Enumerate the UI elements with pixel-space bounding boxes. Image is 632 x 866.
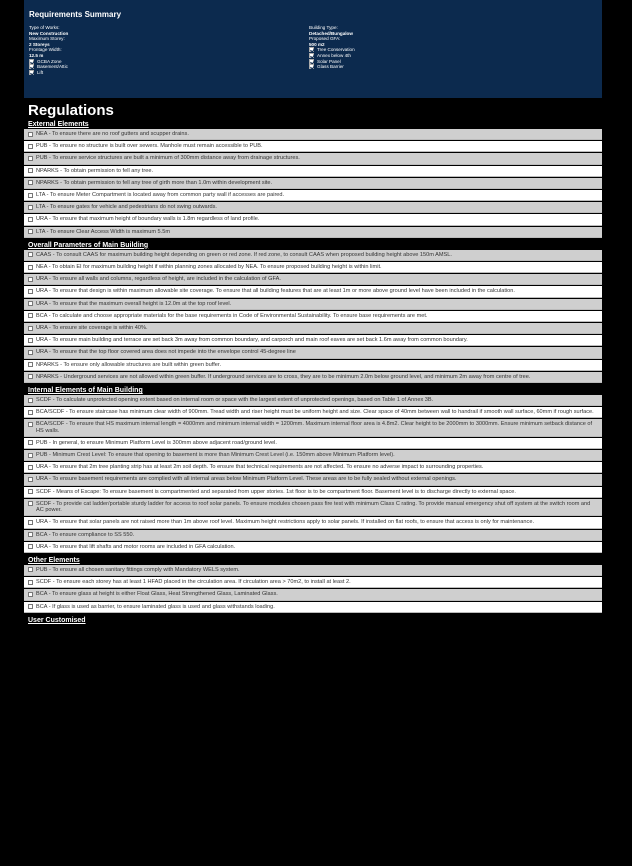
requirement-text: SCDF - To ensure each storey has at least 1 HFAD placed in the circulation area. If circulation area > 70m2, to install at least 2. xyxy=(36,579,351,586)
requirement-text: PUB - To ensure service structures are built a minimum of 300mm distance away from drainage structures. xyxy=(36,155,300,162)
list-item[interactable] xyxy=(24,141,602,152)
checkbox[interactable] xyxy=(28,205,33,210)
checkbox[interactable] xyxy=(28,301,33,306)
checkbox[interactable] xyxy=(28,410,33,415)
summary-left-column xyxy=(29,25,309,75)
checkbox[interactable] xyxy=(28,532,33,537)
checkbox[interactable] xyxy=(28,168,33,173)
checkbox[interactable] xyxy=(28,265,33,270)
requirement-text: BCA - To ensure compliance to SS 550. xyxy=(36,531,135,538)
list-item[interactable] xyxy=(24,299,602,310)
list-item[interactable] xyxy=(24,565,602,576)
requirement-text: URA - To ensure that maximum height of boundary walls is 1.8m regardless of land profile. xyxy=(36,216,260,223)
list-item[interactable] xyxy=(24,250,602,261)
list-item[interactable] xyxy=(24,372,602,383)
requirement-text: SCDF - To calculate unprotected opening extent based on internal room or space with the largest extent of unprotected openings, based on Table 1 of Annex 3B. xyxy=(36,397,434,404)
list-item[interactable] xyxy=(24,499,602,516)
list-item[interactable] xyxy=(24,286,602,297)
requirement-text: NPARKS - To obtain permission to fell any tree. xyxy=(36,167,154,174)
requirement-text: URA - To ensure basement requirements are complied with all internal areas below Minimum Platform Level. These areas are to be fully sealed without external openings. xyxy=(36,476,457,483)
summary-check[interactable]: GCBA Zone xyxy=(29,59,309,65)
summary-field: Maximum Storey: 2 Storeys xyxy=(29,36,65,47)
requirement-text: NPARKS - Underground services are not allowed within green buffer. If underground services are to cross, they are to be minimum 2.0m below ground level, and minimum 2m away from centre of tree. xyxy=(36,373,531,380)
list-item[interactable] xyxy=(24,517,602,528)
section-heading-user: User Customised xyxy=(28,616,86,624)
list-item[interactable] xyxy=(24,577,602,588)
requirement-text: PUB - To ensure no structure is built over sewers. Manhole must remain accessible to PUB. xyxy=(36,143,263,150)
requirement-text: URA - To ensure that the maximum overall height is 12.0m at the top roof level. xyxy=(36,300,232,307)
summary-check[interactable]: Lift xyxy=(29,70,309,76)
checkbox[interactable] xyxy=(28,277,33,282)
checkbox-icon[interactable] xyxy=(29,59,34,64)
checkbox[interactable] xyxy=(28,144,33,149)
summary-check[interactable]: Solar Panel xyxy=(309,59,589,65)
list-item[interactable] xyxy=(24,262,602,273)
requirement-text: URA - To ensure all walls and columns, regardless of height, are included in the calculation of GFA. xyxy=(36,276,281,283)
list-item[interactable] xyxy=(24,602,602,613)
summary-field: Type of Works: New Construction xyxy=(29,25,69,36)
checkbox[interactable] xyxy=(28,362,33,367)
requirement-text: PUB - In general, to ensure Minimum Platform Level is 300mm above adjacent road/ground level. xyxy=(36,439,277,446)
checkbox-icon[interactable] xyxy=(29,64,34,69)
checkbox-icon[interactable] xyxy=(309,53,314,58)
list-item[interactable] xyxy=(24,474,602,485)
summary-check[interactable]: Glass Barrier xyxy=(309,64,589,70)
requirement-text: NEA - To ensure there are no roof gutters and scupper drains. xyxy=(36,131,189,137)
checkbox[interactable] xyxy=(28,520,33,525)
summary-field: Building Type: Detached/Bungalow xyxy=(309,25,353,36)
checkbox[interactable] xyxy=(28,477,33,482)
summary-field: Proposed GFA: 500 m2 xyxy=(309,36,341,47)
checkbox[interactable] xyxy=(28,501,33,506)
internal-elements-list xyxy=(24,395,602,553)
checkbox[interactable] xyxy=(28,193,33,198)
list-item[interactable] xyxy=(24,589,602,600)
requirement-text: SCDF - To provide cat ladder/portable sturdy ladder for access to roof solar panels. To ensure modules chosen pass fire test with minimum Class C rating. To provide manual emergency shut off system at the switch room and AC power. xyxy=(36,500,591,514)
checkbox[interactable] xyxy=(28,326,33,331)
list-item[interactable] xyxy=(24,395,602,406)
checkbox[interactable] xyxy=(28,567,33,572)
checkbox[interactable] xyxy=(28,465,33,470)
checkbox[interactable] xyxy=(28,422,33,427)
list-item[interactable] xyxy=(24,153,602,164)
list-item[interactable] xyxy=(24,323,602,334)
requirement-text: PUB - Minimum Crest Level: To ensure that opening to basement is more than Minimum Crest Level (i.e. 150mm above Minimum Platform level). xyxy=(36,452,395,459)
list-item[interactable] xyxy=(24,190,602,201)
requirement-text: BCA/SCDF - To ensure staircase has minimum clear width of 900mm. Tread width and riser height must be uniform height and size. Clear space of 40mm between wall to handrail if smooth wall surface, 60mm if rough surface. xyxy=(36,409,594,416)
checkbox-icon[interactable] xyxy=(309,59,314,64)
list-item[interactable] xyxy=(24,227,602,238)
requirement-text: NEA - To obtain EI for maximum building height if within planning zones allocated by NEA. To ensure proposed building height is within limit. xyxy=(36,264,382,271)
checkbox-icon[interactable] xyxy=(29,70,34,75)
list-item[interactable] xyxy=(24,438,602,449)
summary-check[interactable]: Tree Conservation xyxy=(309,47,589,53)
requirement-text: NPARKS - To obtain permission to fell any tree of girth more than 1.0m within development site. xyxy=(36,179,273,186)
summary-check[interactable]: Basement/Attic xyxy=(29,64,309,70)
requirement-text: NPARKS - To ensure only allowable structures are built within green buffer. xyxy=(36,361,221,368)
regulations-heading: Regulations xyxy=(28,102,114,119)
requirement-text: URA - To ensure main building and terrace are set back 3m away from common boundary, and carporch and main roof eaves are set back 1.6m away from common boundary. xyxy=(36,337,468,344)
requirement-text: LTA - To ensure Clear Access Width is maximum 5.5m xyxy=(36,228,170,235)
list-item[interactable] xyxy=(24,360,602,371)
requirement-text: URA - To ensure that lift shafts and motor rooms are included in GFA calculation. xyxy=(36,543,236,550)
requirement-text: BCA - To ensure glass at height is either Float Glass, Heat Strengthened Glass, Laminated Glass. xyxy=(36,591,278,598)
list-item[interactable] xyxy=(24,487,602,498)
requirement-text: LTA - To ensure gates for vehicle and pedestrians do not swing outwards. xyxy=(36,204,217,211)
list-item[interactable] xyxy=(24,178,602,189)
section-heading-overall: Overall Parameters of Main Building xyxy=(28,241,149,249)
summary-title: Requirements Summary xyxy=(29,10,122,19)
section-heading-other: Other Elements xyxy=(28,556,80,564)
checkbox[interactable] xyxy=(28,180,33,185)
requirement-text: LTA - To ensure Meter Compartment is located away from common party wall if accesses are paired. xyxy=(36,192,285,199)
requirement-text: CAAS - To consult CAAS for maximum building height depending on green or red zone. If red zone, to consult CAAS when proposed building height above 150m AMSL. xyxy=(36,251,452,258)
checkbox-icon[interactable] xyxy=(309,64,314,69)
checkbox[interactable] xyxy=(28,252,33,257)
list-item[interactable] xyxy=(24,462,602,473)
requirement-text: URA - To ensure that the top floor covered area does not impede into the envelope control 45-degree line xyxy=(36,349,296,356)
requirement-text: BCA/SCDF - To ensure that HS maximum internal length = 4000mm and minimum internal width = 1200mm. Maximum internal floor area is 4.8m2. Clear height to be 2000mm to 3000mm. Ensure minimum setback distance of HS walls. xyxy=(36,421,593,434)
list-item[interactable] xyxy=(24,407,602,418)
list-item[interactable] xyxy=(24,311,602,322)
list-item[interactable] xyxy=(24,129,602,140)
checkbox[interactable] xyxy=(28,398,33,403)
external-elements-list xyxy=(24,129,602,238)
list-item[interactable] xyxy=(24,530,602,541)
checkbox[interactable] xyxy=(28,489,33,494)
list-item[interactable] xyxy=(24,347,602,358)
checkbox[interactable] xyxy=(28,132,33,137)
list-item[interactable] xyxy=(24,214,602,225)
checkbox[interactable] xyxy=(28,350,33,355)
checkbox[interactable] xyxy=(28,592,33,597)
checkbox[interactable] xyxy=(28,217,33,222)
requirement-text: PUB - To ensure all chosen sanitary fittings comply with Mandatory WELS system. xyxy=(36,566,240,573)
checkbox[interactable] xyxy=(28,229,33,234)
list-item[interactable] xyxy=(24,202,602,213)
list-item[interactable] xyxy=(24,450,602,461)
summary-right-column xyxy=(309,25,589,75)
checkbox[interactable] xyxy=(28,374,33,379)
checkbox[interactable] xyxy=(28,544,33,549)
other-elements-list xyxy=(24,565,602,613)
checkbox[interactable] xyxy=(28,338,33,343)
page xyxy=(24,0,602,866)
checkbox[interactable] xyxy=(28,453,33,458)
checkbox[interactable] xyxy=(28,580,33,585)
list-item[interactable] xyxy=(24,335,602,346)
checkbox[interactable] xyxy=(28,156,33,161)
summary-check[interactable]: Annex below 4th xyxy=(309,53,589,59)
checkbox-icon[interactable] xyxy=(309,47,314,52)
requirement-text: URA - To ensure that solar panels are not raised more than 1m above roof level. Maximum height restrictions apply to solar panels. If installed on flat roofs, to ensure that access is only for maintenance. xyxy=(36,519,534,526)
section-heading-external: External Elements xyxy=(28,121,89,128)
section-heading-internal: Internal Elements of Main Building xyxy=(28,387,143,395)
requirement-text: URA - To ensure site coverage is within 40%. xyxy=(36,325,148,332)
checkbox[interactable] xyxy=(28,289,33,294)
requirements-summary-panel xyxy=(24,0,602,98)
requirement-text: BCA - To calculate and choose appropriate materials for the base requirements in Code of Environmental Sustainability. To ensure base requirements are met. xyxy=(36,312,428,319)
list-item[interactable] xyxy=(24,419,602,436)
summary-field: Frontage Width: 12.5 m xyxy=(29,47,62,58)
requirement-text: BCA - If glass is used as barrier, to ensure laminated glass is used and glass withstands loading. xyxy=(36,603,275,610)
requirement-text: URA - To ensure that design is within maximum allowable site coverage. To ensure that all building features that are at least 1m or more above ground level have been included in the calculation. xyxy=(36,288,515,295)
checkbox[interactable] xyxy=(28,440,33,445)
overall-parameters-list xyxy=(24,250,602,383)
requirement-text: URA - To ensure that 2m tree planting strip has at least 2m soil depth. To ensure that technical requirements are not affected. To ensure no adverse impact to surrounding properties. xyxy=(36,464,484,471)
list-item[interactable] xyxy=(24,274,602,285)
requirement-text: SCDF - Means of Escape: To ensure basement is compartmented and separated from upper stories. 1st floor is to be compartment floor. Basement level is to discharge directly to external space. xyxy=(36,488,516,495)
checkbox[interactable] xyxy=(28,604,33,609)
list-item[interactable] xyxy=(24,166,602,177)
checkbox[interactable] xyxy=(28,313,33,318)
list-item[interactable] xyxy=(24,542,602,553)
